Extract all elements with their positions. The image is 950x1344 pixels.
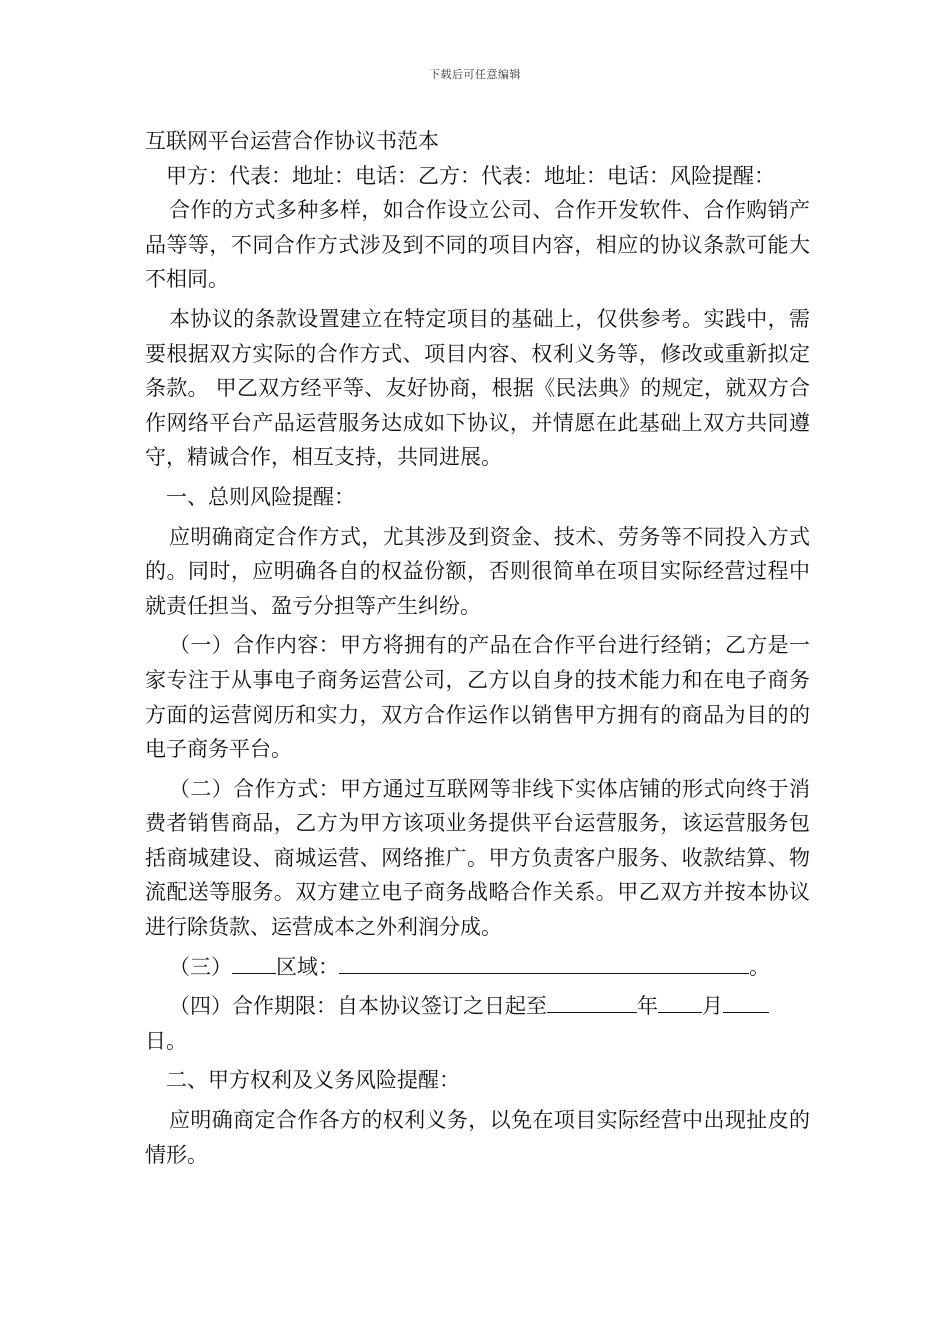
clause-term-day: 日。 (145, 1028, 187, 1053)
document-title: 互联网平台运营合作协议书范本 (145, 129, 439, 153)
parties-line: 甲方：代表：地址：电话：乙方：代表：地址：电话：风险提醒： (166, 163, 775, 188)
preamble-paragraph: 本协议的条款设置建立在特定项目的基础上，仅供参考。实践中，需要根据双方实际的合作方式、项目内容、权利义务等，修改或重新拟定条款。 甲乙双方经平等、友好协商，根据《民法典》的规定，就双方合作网络平台产品运营服务达成如下协议，并情愿在此基础上双方共同遵守，精诚合作，相互支持，共同进展。 (145, 306, 810, 470)
clause-term-year: 年 (637, 994, 658, 1019)
clause-content-paragraph: （一）合作内容：甲方将拥有的产品在合作平台进行经销；乙方是一家专注于从事电子商务运营公司，乙方以自身的技术能力和在电子商务方面的运营阅历和实力，双方合作运作以销售甲方拥有的商品为目的的电子商务平台。 (145, 633, 810, 762)
risk-intro-paragraph: 合作的方式多种多样，如合作设立公司、合作开发软件、合作购销产品等等，不同合作方式涉及到不同的项目内容，相应的协议条款可能大不相同。 (145, 198, 810, 292)
section1-heading: 一、总则风险提醒： (166, 484, 355, 509)
section2-heading: 二、甲方权利及义务风险提醒： (166, 1068, 460, 1093)
header-note: 下载后可任意编辑 (429, 68, 521, 81)
clause-term-month: 月 (702, 994, 723, 1019)
document-body (145, 124, 810, 1172)
section2-risk-paragraph: 应明确商定合作各方的权利义务，以免在项目实际经营中出现扯皮的情形。 (145, 1108, 810, 1167)
clause-region-paragraph (145, 950, 810, 985)
clause-term-prefix: （四）合作期限：自本协议签订之日起至 (169, 994, 547, 1019)
term-month-blank[interactable] (658, 990, 702, 1013)
clause-term-paragraph (145, 989, 810, 1058)
region-blank-long[interactable] (339, 951, 749, 974)
clause-region-suffix: 。 (749, 954, 770, 979)
section1-risk-paragraph: 应明确商定合作方式，尤其涉及到资金、技术、劳务等不同投入方式的。同时，应明确各自的权益份额，否则很简单在项目实际经营过程中就责任担当、盈亏分担等产生纠纷。 (145, 524, 810, 618)
clause-method-paragraph: （二）合作方式：甲方通过互联网等非线下实体店铺的形式向终于消费者销售商品，乙方为甲方该项业务提供平台运营服务，该运营服务包括商城建设、商城运营、网络推广。甲方负责客户服务、收款结算、物流配送等服务。双方建立电子商务战略合作关系。甲乙双方并按本协议进行除货款、运营成本之外利润分成。 (145, 776, 810, 940)
region-blank-short[interactable] (232, 951, 276, 974)
term-day-blank[interactable] (723, 990, 769, 1013)
clause-region-label: 区域： (276, 954, 339, 979)
clause-region-prefix: （三） (169, 954, 232, 979)
term-year-blank[interactable] (547, 990, 637, 1013)
